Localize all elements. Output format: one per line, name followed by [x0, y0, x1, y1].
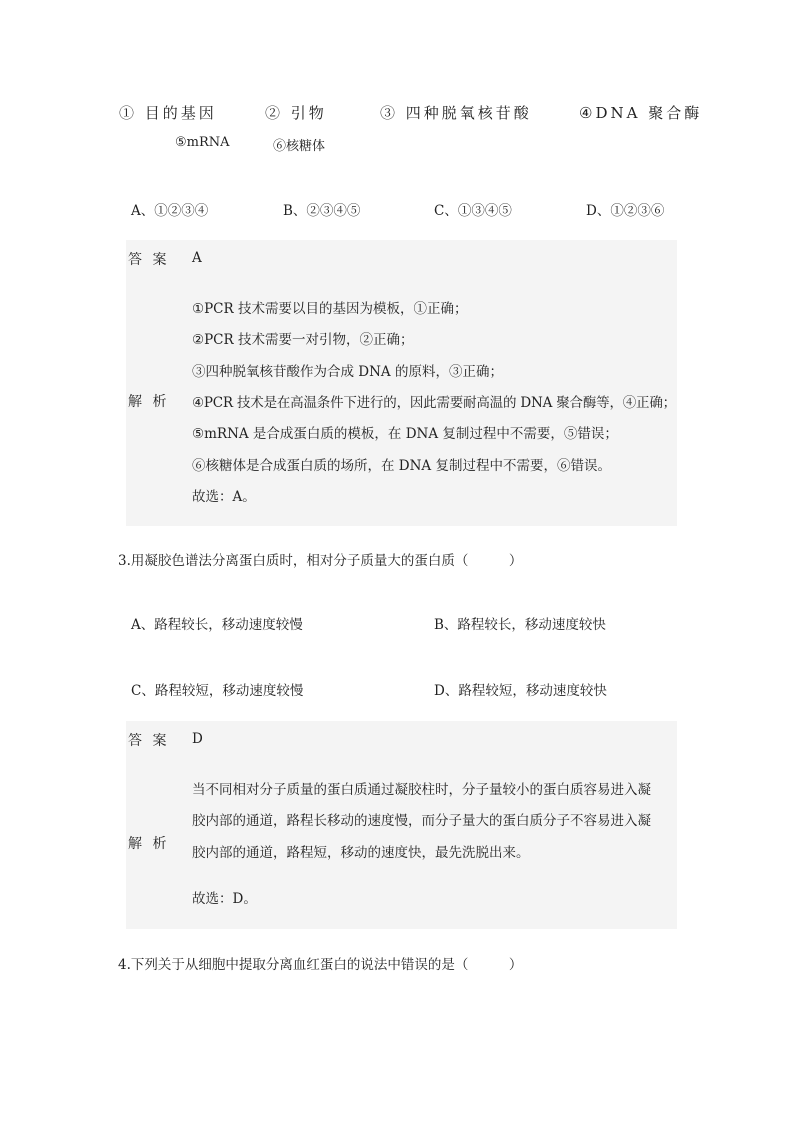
q2-analysis-line: ⑤mRNA 是合成蛋白质的模板，在 DNA 复制过程中不需要，⑤错误；	[192, 426, 618, 442]
q2-answer-value: A	[192, 250, 202, 266]
q2-option-d: D、①②③⑥	[586, 203, 665, 219]
q3-answer-value: D	[192, 731, 203, 747]
q2-analysis-line: ⑥核糖体是合成蛋白质的场所，在 DNA 复制过程中不需要，⑥错误。	[192, 458, 611, 474]
q2-analysis-label: 解 析	[128, 394, 170, 410]
q2-analysis-line: 故选：A。	[192, 489, 256, 505]
q3-answer-box	[126, 721, 677, 929]
q2-analysis-line: ②PCR 技术需要一对引物，②正确；	[192, 332, 414, 348]
item-1: ① 目的基因	[119, 104, 217, 122]
item-5: ⑤mRNA	[175, 135, 230, 150]
q3-analysis-line: 胶内部的通道，路程短，移动的速度快，最先洗脱出来。	[192, 845, 530, 861]
item-4: ④DNA 聚合酶	[579, 104, 703, 122]
q2-analysis-line: ①PCR 技术需要以目的基因为模板，①正确；	[192, 301, 468, 317]
q3-answer-label: 答 案	[128, 733, 170, 749]
item-2: ② 引物	[265, 104, 327, 122]
q2-analysis-line: ③四种脱氧核苷酸作为合成 DNA 的原料，③正确；	[192, 364, 503, 380]
q3-analysis-line: 故选：D。	[192, 891, 257, 907]
q2-answer-label: 答 案	[128, 252, 170, 268]
q3-option-a: A、路程较长，移动速度较慢	[131, 617, 303, 633]
q3-analysis-line: 胶内部的通道，路程长移动的速度慢，而分子量大的蛋白质分子不容易进入凝	[192, 813, 651, 829]
q3-option-d: D、路程较短，移动速度较快	[434, 683, 607, 699]
q2-option-c: C、①③④⑤	[434, 203, 512, 219]
item-6: ⑥核糖体	[273, 139, 326, 154]
q3-analysis-line: 当不同相对分子质量的蛋白质通过凝胶柱时，分子量较小的蛋白质容易进入凝	[192, 782, 651, 798]
q2-answer-box	[126, 240, 677, 526]
q2-analysis-line: ④PCR 技术是在高温条件下进行的，因此需要耐高温的 DNA 聚合酶等，④正确；	[192, 395, 676, 411]
q3-option-b: B、路程较长，移动速度较快	[434, 617, 606, 633]
q2-option-b: B、②③④⑤	[283, 203, 361, 219]
q3-analysis-label: 解 析	[128, 836, 170, 852]
q2-option-a: A、①②③④	[131, 203, 209, 219]
item-3: ③ 四种脱氧核苷酸	[380, 104, 532, 122]
q4-question: 4.下列关于从细胞中提取分离血红蛋白的说法中错误的是（ ）	[118, 957, 523, 973]
q3-option-c: C、路程较短，移动速度较慢	[131, 683, 304, 699]
q3-question: 3.用凝胶色谱法分离蛋白质时，相对分子质量大的蛋白质（ ）	[118, 553, 523, 569]
